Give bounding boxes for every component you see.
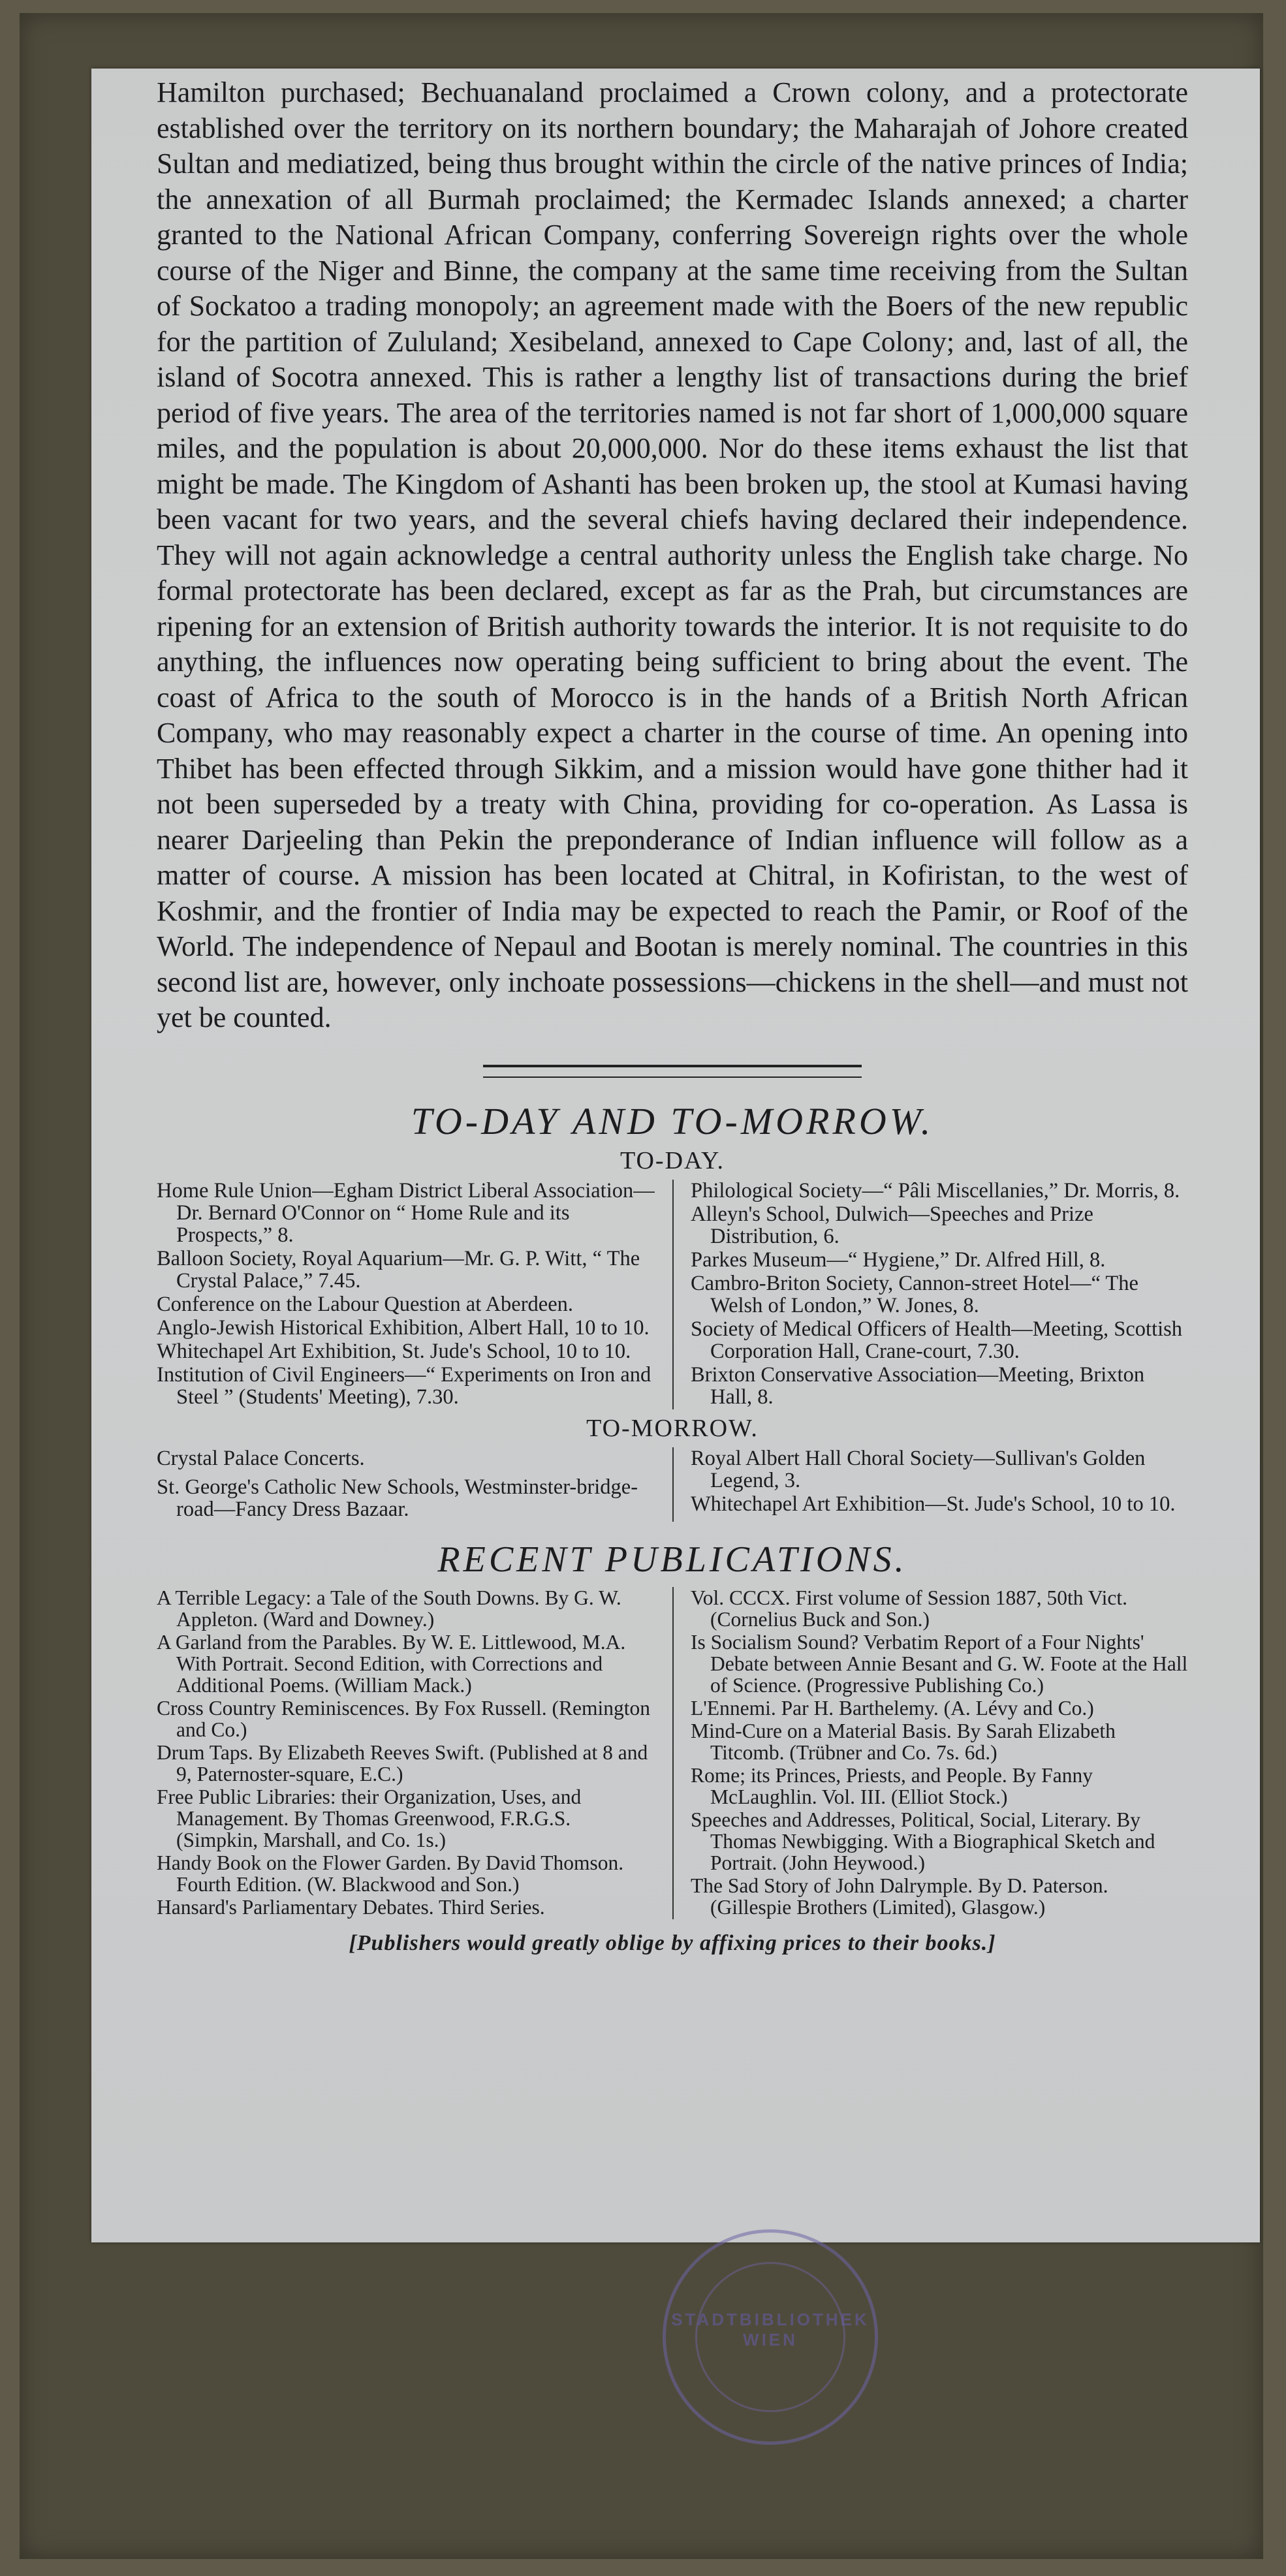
- today-tomorrow-heading: TO-DAY AND TO-MORROW.: [411, 1099, 934, 1142]
- list-item: Royal Albert Hall Choral Society—Sullivan's Golden Legend, 3.: [691, 1446, 1146, 1492]
- stamp-text: STADTBIBLIOTHEK WIEN: [671, 2310, 870, 2349]
- list-item: Hansard's Parliamentary Debates. Third Series.: [157, 1895, 545, 1919]
- publications-left-column: [157, 1587, 672, 1919]
- today-label: TO-DAY.: [619, 1146, 725, 1174]
- list-item: Free Public Libraries: their Organization, Uses, and Management. By Thomas Greenwood, F.R.G.S. (Simpkin, Marshall, and Co. 1s.): [157, 1785, 582, 1851]
- article-body: Hamilton purchased; Bechuanaland proclaimed a Crown colony, and a protectorate established over the territory on its northern boundary; the Maharajah of Johore created Sultan and mediatized, being thus brought within the circle of the native princes of India; the annexation of all Burmah proclaimed; the Kermadec Islands annexed; a charter granted to the National African Company, conferring Sovereign rights over the whole course of the Niger and Binne, the company at the same time receiving from the Sultan of Sockatoo a trading monopoly; an agreement made with the Boers of the new republic for the partition of Zululand; Xesibeland, annexed to Cape Colony; and, last of all, the island of Socotra annexed. This is rather a lengthy list of transactions during the brief period of five years. The area of the territories named is not far short of 1,000,000 square miles, and the population is about 20,000,000. Nor do these items exhaust the list that might be made. The Kingdom of Ashanti has been broken up, the stool at Kumasi having been vacant for two years, and the several chiefs having declared their independence. They will not again acknowledge a central authority unless the English take charge. No formal protectorate has been declared, except as far as the Prah, but circumstances are ripening for an extension of British authority towards the interior. It is not requisite to do anything, the influences now operating being sufficient to bring about the event. The coast of Africa to the south of Morocco is in the hands of a British North African Company, who may reasonably expect a charter in the course of time. An opening into Thibet has been effected through Sikkim, and a mission would have gone thither had it not been superseded by a treaty with China, providing for co-operation. As Lassa is nearer Darjeeling than Pekin the preponderance of Indian influence will follow as a matter of course. A mission has been located at Chitral, in Kofiristan, to the west of Koshmir, and the frontier of India may be expected to reach the Pamir, or Roof of the World. The independence of Nepaul and Bootan is merely nominal. The countries in this second list are, however, only inchoate possessions—chickens in the shell—and must not yet be counted.: [157, 76, 1188, 1033]
- list-item: Whitechapel Art Exhibition—St. Jude's School, 10 to 10.: [691, 1492, 1176, 1516]
- list-item: Vol. CCCX. First volume of Session 1887, 50th Vict. (Cornelius Buck and Son.): [691, 1586, 1128, 1631]
- list-item: Drum Taps. By Elizabeth Reeves Swift. (Published at 8 and 9, Paternoster-square, E.C.): [157, 1740, 648, 1785]
- newspaper-page: [91, 69, 1260, 2242]
- today-columns: [157, 1180, 1188, 1409]
- list-item: Balloon Society, Royal Aquarium—Mr. G. P. Witt, “ The Crystal Palace,” 7.45.: [157, 1246, 640, 1293]
- list-item: The Sad Story of John Dalrymple. By D. Paterson. (Gillespie Brothers (Limited), Glasgow.): [691, 1874, 1108, 1919]
- publications-heading: RECENT PUBLICATIONS.: [437, 1539, 907, 1580]
- list-item: Mind-Cure on a Material Basis. By Sarah Elizabeth Titcomb. (Trübner and Co. 7s. 6d.): [691, 1719, 1116, 1764]
- tomorrow-left-column: [157, 1447, 672, 1522]
- tomorrow-columns: [157, 1447, 1188, 1522]
- library-stamp: [663, 2229, 878, 2445]
- list-item: A Terrible Legacy: a Tale of the South Downs. By G. W. Appleton. (Ward and Downey.): [157, 1586, 621, 1631]
- list-item: Cambro-Briton Society, Cannon-street Hotel—“ The Welsh of London,” W. Jones, 8.: [691, 1271, 1138, 1317]
- list-item: Handy Book on the Flower Garden. By David Thomson. Fourth Edition. (W. Blackwood and Son.): [157, 1851, 624, 1896]
- list-item: Cross Country Reminiscences. By Fox Russell. (Remington and Co.): [157, 1696, 650, 1741]
- list-item: Rome; its Princes, Priests, and People. By Fanny McLaughlin. Vol. III. (Elliot Stock.): [691, 1763, 1093, 1808]
- archive-card: [20, 13, 1263, 2559]
- today-right-column: [672, 1180, 1188, 1409]
- list-item: A Garland from the Parables. By W. E. Littlewood, M.A. With Portrait. Second Edition, with Corrections and Additional Poems. (William Mack.): [157, 1630, 626, 1697]
- list-item: Whitechapel Art Exhibition, St. Jude's School, 10 to 10.: [157, 1339, 631, 1363]
- list-item: Brixton Conservative Association—Meeting, Brixton Hall, 8.: [691, 1362, 1145, 1409]
- list-item: Parkes Museum—“ Hygiene,” Dr. Alfred Hill, 8.: [691, 1248, 1106, 1272]
- list-item: Society of Medical Officers of Health—Meeting, Scottish Corporation Hall, Crane-court, 7.30.: [691, 1317, 1183, 1363]
- publications-right-column: [672, 1587, 1188, 1919]
- list-item: St. George's Catholic New Schools, Westminster-bridge-road—Fancy Dress Bazaar.: [157, 1475, 638, 1521]
- tomorrow-label: TO-MORROW.: [586, 1414, 759, 1442]
- tomorrow-right-column: [672, 1447, 1188, 1522]
- list-item: Anglo-Jewish Historical Exhibition, Albert Hall, 10 to 10.: [157, 1315, 650, 1340]
- list-item: Alleyn's School, Dulwich—Speeches and Prize Distribution, 6.: [691, 1202, 1093, 1248]
- list-item: Conference on the Labour Question at Aberdeen.: [157, 1292, 574, 1316]
- list-item: Crystal Palace Concerts.: [157, 1446, 365, 1470]
- section-divider: [483, 1065, 862, 1078]
- list-item: Is Socialism Sound? Verbatim Report of a Four Nights' Debate between Annie Besant and G. W. Foote at the Hall of Science. (Progressive Publishing Co.): [691, 1630, 1188, 1697]
- list-item: Institution of Civil Engineers—“ Experiments on Iron and Steel ” (Students' Meeting), 7.30.: [157, 1362, 651, 1409]
- list-item: L'Ennemi. Par H. Barthelemy. (A. Lévy and Co.): [691, 1696, 1094, 1720]
- publishers-note: [Publishers would greatly oblige by affixing prices to their books.]: [349, 1930, 996, 1955]
- list-item: Home Rule Union—Egham District Liberal Association—Dr. Bernard O'Connor on “ Home Rule and its Prospects,” 8.: [157, 1178, 655, 1247]
- today-left-column: [157, 1180, 672, 1409]
- publications-columns: [157, 1587, 1188, 1919]
- list-item: Speeches and Addresses, Political, Social, Literary. By Thomas Newbigging. With a Biographical Sketch and Portrait. (John Heywood.): [691, 1808, 1155, 1874]
- list-item: Philological Society—“ Pâli Miscellanies,” Dr. Morris, 8.: [691, 1178, 1180, 1202]
